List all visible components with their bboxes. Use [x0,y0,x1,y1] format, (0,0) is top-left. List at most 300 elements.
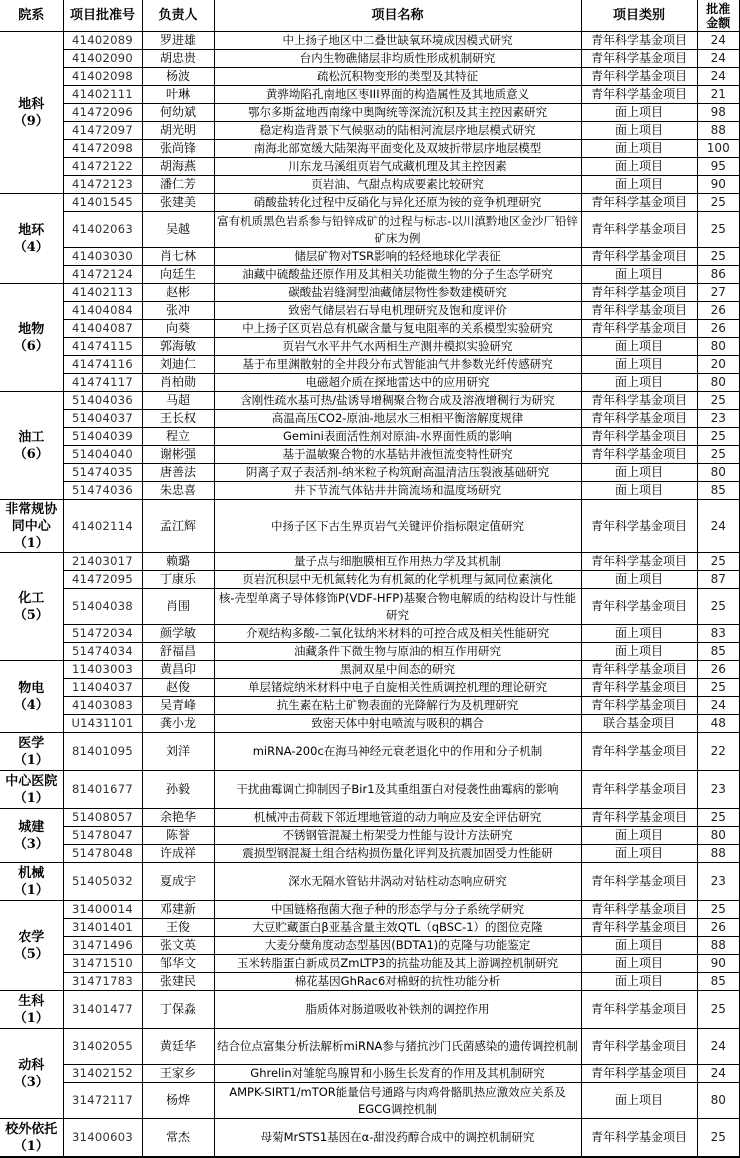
project-name: 页岩沉积层中无机氮转化为有机氮的化学机理与氮同位素演化 [214,571,581,589]
project-amount: 20 [697,356,740,374]
project-leader: 龚小龙 [142,715,214,733]
project-leader: 颜学敏 [142,625,214,643]
project-leader: 夏成宇 [142,863,214,901]
department-count: （4） [13,697,49,713]
project-category: 青年科学基金项目 [581,194,697,212]
project-leader: 唐善法 [142,464,214,482]
table-row [0,158,740,176]
project-amount: 90 [697,176,740,194]
project-code: 41403083 [63,697,142,715]
project-amount: 25 [697,991,740,1029]
project-amount: 26 [697,919,740,937]
table-row [0,771,740,809]
project-amount: 95 [697,158,740,176]
project-category: 青年科学基金项目 [581,302,697,320]
project-code: 41402098 [63,68,142,86]
project-leader: 黄廷华 [142,1029,214,1065]
project-leader: 张建美 [142,194,214,212]
project-code: 41402111 [63,86,142,104]
header-name: 项目名称 [214,0,581,32]
project-name: 中上扬子地区中二叠世缺氧环境成因模式研究 [214,32,581,50]
project-name: 黄骅坳陷孔南地区枣III界面的构造属性及其地质意义 [214,86,581,104]
table-row [0,320,740,338]
table-row [0,937,740,955]
project-name: 川东龙马溪组页岩气成藏机理及其主控因素 [214,158,581,176]
project-category: 青年科学基金项目 [581,991,697,1029]
project-name: 结合位点富集分析法解析miRNA参与猪抗沙门氏菌感染的遗传调控机制 [214,1029,581,1065]
project-leader: 王俊 [142,919,214,937]
project-name: 中国链格孢菌大孢子种的形态学与分子系统学研究 [214,901,581,919]
project-leader: 邓建新 [142,901,214,919]
project-category: 青年科学基金项目 [581,446,697,464]
project-category: 面上项目 [581,571,697,589]
department-count: （6） [13,446,49,462]
project-leader: 邹华文 [142,955,214,973]
department-count: （3） [13,1074,49,1090]
project-amount: 24 [697,50,740,68]
project-name: 基于温敏聚合物的水基钻井液恒流变特性研究 [214,446,581,464]
project-category: 青年科学基金项目 [581,248,697,266]
project-leader: 张冲 [142,302,214,320]
department-count: （3） [13,836,49,852]
project-category: 青年科学基金项目 [581,1119,697,1158]
project-category: 面上项目 [581,176,697,194]
project-amount: 25 [697,901,740,919]
project-code: 41474116 [63,356,142,374]
project-amount: 83 [697,625,740,643]
department-count: （1） [13,535,49,551]
project-category: 青年科学基金项目 [581,50,697,68]
table-row [0,1119,740,1158]
project-leader: 孟江辉 [142,500,214,553]
project-category: 面上项目 [581,104,697,122]
project-leader: 许成祥 [142,845,214,863]
department-name: 生科 [18,993,45,1009]
project-amount: 87 [697,571,740,589]
project-name: 大豆贮藏蛋白β亚基含量主效QTL（qBSC-1）的图位克隆 [214,919,581,937]
department-cell [0,194,63,284]
project-amount: 23 [697,863,740,901]
project-leader: 张文英 [142,937,214,955]
project-category: 青年科学基金项目 [581,68,697,86]
header-category: 项目类别 [581,0,697,32]
project-leader: 丁保淼 [142,991,214,1029]
project-code: 21403017 [63,553,142,571]
project-code: 41404087 [63,320,142,338]
project-name: 台内生物礁储层非均质性形成机制研究 [214,50,581,68]
table-row [0,809,740,827]
project-leader: 何幼斌 [142,104,214,122]
project-name: 阴离子双子表活剂-纳米粒子构筑耐高温清洁压裂液基础研究 [214,464,581,482]
table-row [0,1029,740,1065]
project-leader: 刘洋 [142,733,214,771]
project-amount: 80 [697,374,740,392]
project-leader: 潘仁芳 [142,176,214,194]
table-row [0,374,740,392]
department-cell [0,661,63,733]
project-leader: 肖柏勋 [142,374,214,392]
project-category: 青年科学基金项目 [581,410,697,428]
table-row [0,302,740,320]
project-code: 41404084 [63,302,142,320]
project-code: 41402090 [63,50,142,68]
project-code: 41472123 [63,176,142,194]
project-name: 油藏中硫酸盐还原作用及其相关功能微生物的分子生态学研究 [214,266,581,284]
project-name: 震损型钢混凝土组合结构损伤量化评判及抗震加固受力性能研 [214,845,581,863]
department-count: （1） [13,1010,49,1026]
project-category: 青年科学基金项目 [581,32,697,50]
project-code: 41403030 [63,248,142,266]
department-name: 中心医院 [5,773,58,789]
project-leader: 张尚锋 [142,140,214,158]
project-amount: 25 [697,553,740,571]
department-count: （6） [13,338,49,354]
project-name: 富有机质黑色岩系参与铅锌成矿的过程与标志-以川滇黔地区金沙厂铅锌矿床为例 [214,212,581,248]
department-name: 地物 [18,321,45,337]
project-code: 31400014 [63,901,142,919]
table-row [0,410,740,428]
project-amount: 26 [697,320,740,338]
header-amount-line2: 金额 [706,15,731,30]
project-name: Ghrelin对雏鸵鸟腺胃和小肠生长发育的作用及其机制研究 [214,1065,581,1083]
project-amount: 24 [697,1065,740,1083]
project-name: 鄂尔多斯盆地西南缘中奥陶统等深流沉积及其主控因素研究 [214,104,581,122]
project-name: 页岩气水平井气水两相生产测井模拟实验研究 [214,338,581,356]
project-leader: 肖围 [142,589,214,625]
project-category: 面上项目 [581,643,697,661]
project-code: 51404038 [63,589,142,625]
project-name: 井下节流气体钻井井筒流场和温度场研究 [214,482,581,500]
project-leader: 程立 [142,428,214,446]
project-amount: 22 [697,733,740,771]
project-leader: 余艳华 [142,809,214,827]
project-category: 青年科学基金项目 [581,553,697,571]
project-code: 31471510 [63,955,142,973]
project-amount: 85 [697,973,740,991]
project-category: 青年科学基金项目 [581,901,697,919]
department-cell [0,863,63,901]
project-code: 41402063 [63,212,142,248]
project-amount: 24 [697,500,740,553]
project-amount: 25 [697,194,740,212]
project-amount: 24 [697,697,740,715]
project-leader: 胡忠贵 [142,50,214,68]
project-category: 面上项目 [581,356,697,374]
department-cell [0,32,63,194]
project-leader: 马超 [142,392,214,410]
project-category: 青年科学基金项目 [581,809,697,827]
project-name: 抗生素在粘土矿物表面的光降解行为及机理研究 [214,697,581,715]
project-code: 51474034 [63,643,142,661]
project-name: 页岩油、气甜点构成要素比较研究 [214,176,581,194]
project-code: 31400603 [63,1119,142,1158]
project-code: 51404039 [63,428,142,446]
table-row [0,428,740,446]
project-code: 41472096 [63,104,142,122]
project-name: 玉米转脂蛋白新成员ZmLTP3的抗盐功能及其上游调控机制研究 [214,955,581,973]
project-leader: 谢彬强 [142,446,214,464]
project-category: 面上项目 [581,845,697,863]
project-name: 深水无隔水管钻井涡动对钻柱动态响应研究 [214,863,581,901]
table-row [0,845,740,863]
table-row [0,1065,740,1083]
project-leader: 刘迪仁 [142,356,214,374]
project-code: 51404036 [63,392,142,410]
department-cell [0,553,63,661]
project-code: 41472095 [63,571,142,589]
project-name: 致密天体中射电喷流与吸积的耦合 [214,715,581,733]
project-category: 青年科学基金项目 [581,212,697,248]
project-amount: 80 [697,827,740,845]
project-category: 青年科学基金项目 [581,320,697,338]
project-category: 青年科学基金项目 [581,392,697,410]
table-row [0,697,740,715]
department-count: （1） [13,790,49,806]
project-category: 面上项目 [581,374,697,392]
department-cell [0,733,63,771]
project-leader: 常杰 [142,1119,214,1158]
project-category: 面上项目 [581,973,697,991]
project-code: 41472097 [63,122,142,140]
table-row [0,392,740,410]
project-category: 青年科学基金项目 [581,697,697,715]
project-amount: 23 [697,771,740,809]
table-row [0,284,740,302]
header-dept: 院系 [0,0,63,32]
project-name: 脂质体对肠道吸收补铁剂的调控作用 [214,991,581,1029]
project-amount: 88 [697,845,740,863]
project-amount: 25 [697,679,740,697]
table-row [0,140,740,158]
project-leader: 王长权 [142,410,214,428]
project-amount: 25 [697,248,740,266]
department-name-line: 非常规协 [5,501,58,517]
table-row [0,446,740,464]
project-amount: 25 [697,1119,740,1158]
department-count: （4） [13,239,49,255]
project-code: 41472098 [63,140,142,158]
project-code: 31401401 [63,919,142,937]
project-leader: 罗进雄 [142,32,214,50]
project-leader: 黄昌印 [142,661,214,679]
project-category: 青年科学基金项目 [581,86,697,104]
project-category: 青年科学基金项目 [581,863,697,901]
project-amount: 100 [697,140,740,158]
department-name: 动科 [18,1057,45,1073]
table-row [0,32,740,50]
project-leader: 赵彬 [142,284,214,302]
table-row [0,589,740,625]
department-count: （5） [13,946,49,962]
project-code: 51408057 [63,809,142,827]
project-code: 11404037 [63,679,142,697]
department-cell [0,392,63,500]
table-row [0,973,740,991]
project-leader: 杨波 [142,68,214,86]
project-name: 电磁超介质在探地雷达中的应用研究 [214,374,581,392]
project-name: 大麦分蘖角度动态型基因(BDTA1)的克隆与功能鉴定 [214,937,581,955]
project-category: 面上项目 [581,827,697,845]
project-leader: 张建民 [142,973,214,991]
project-leader: 吴越 [142,212,214,248]
project-code: 41474115 [63,338,142,356]
department-cell [0,500,63,553]
table-row [0,266,740,284]
table-row [0,919,740,937]
project-code: 41472122 [63,158,142,176]
project-category: 青年科学基金项目 [581,428,697,446]
project-leader: 胡光明 [142,122,214,140]
department-name: 城建 [18,819,45,835]
project-category: 青年科学基金项目 [581,500,697,553]
project-code: 31401477 [63,991,142,1029]
table-row [0,955,740,973]
project-leader: 朱忠喜 [142,482,214,500]
table-row [0,863,740,901]
project-category: 青年科学基金项目 [581,771,697,809]
project-name: 母菊MrSTS1基因在α-甜没药醇合成中的调控机制研究 [214,1119,581,1158]
project-amount: 80 [697,1083,740,1119]
project-code: 41402114 [63,500,142,553]
project-name: miRNA-200c在海马神经元衰老退化中的作用和分子机制 [214,733,581,771]
department-name: 机械 [18,865,45,881]
department-name: 农学 [18,929,45,945]
project-amount: 25 [697,446,740,464]
table-row [0,643,740,661]
table-row [0,661,740,679]
project-amount: 48 [697,715,740,733]
department-name: 油工 [18,429,45,445]
project-name: 机械冲击荷载下邻近埋地管道的动力响应及安全评估研究 [214,809,581,827]
project-code: 51478048 [63,845,142,863]
project-leader: 胡海燕 [142,158,214,176]
project-leader: 舒福昌 [142,643,214,661]
project-category: 面上项目 [581,482,697,500]
project-amount: 85 [697,482,740,500]
project-code: 31471783 [63,973,142,991]
department-count: （1） [13,882,49,898]
project-code: 51472034 [63,625,142,643]
project-amount: 26 [697,661,740,679]
project-amount: 86 [697,266,740,284]
project-leader: 向廷生 [142,266,214,284]
project-category: 面上项目 [581,122,697,140]
project-category: 面上项目 [581,158,697,176]
project-code: 51404040 [63,446,142,464]
table-row [0,194,740,212]
project-name: AMPK-SIRT1/mTOR能量信号通路与肉鸡骨骼肌热应激效应关系及EGCG调控机制 [214,1083,581,1119]
project-leader: 郭海敏 [142,338,214,356]
table-row [0,500,740,553]
project-name: 不锈钢管混凝土桁架受力性能与设计方法研究 [214,827,581,845]
project-code: 31402055 [63,1029,142,1065]
project-leader: 吴青峰 [142,697,214,715]
department-count: （1） [13,1138,49,1154]
department-count: （9） [13,113,49,129]
project-name: 棉花基因GhRac6对棉蚜的抗性功能分析 [214,973,581,991]
project-name: 干扰曲霉调亡抑制因子Bir1及其重组蛋白对侵袭性曲霉病的影响 [214,771,581,809]
project-amount: 25 [697,392,740,410]
header-amount [697,0,740,32]
project-amount: 24 [697,32,740,50]
project-name: 油藏条件下微生物与原油的相互作用研究 [214,643,581,661]
department-name: 医学 [18,735,45,751]
project-category: 面上项目 [581,338,697,356]
table-row [0,338,740,356]
header-leader: 负责人 [142,0,214,32]
project-amount: 25 [697,809,740,827]
project-amount: 25 [697,428,740,446]
project-category: 青年科学基金项目 [581,679,697,697]
department-cell [0,991,63,1029]
project-code: 51405032 [63,863,142,901]
project-category: 面上项目 [581,464,697,482]
table-row [0,212,740,248]
project-leader: 叶琳 [142,86,214,104]
project-name: 单层锗烷纳米材料中电子自旋相关性质调控机理的理论研究 [214,679,581,697]
project-name: Gemini表面活性剂对原油-水界面性质的影响 [214,428,581,446]
project-name: 中上扬子区页岩总有机碳含量与复电阻率的关系模型实验研究 [214,320,581,338]
project-amount: 88 [697,122,740,140]
project-amount: 24 [697,68,740,86]
project-amount: 24 [697,1029,740,1065]
project-code: 51474035 [63,464,142,482]
project-category: 青年科学基金项目 [581,589,697,625]
project-category: 面上项目 [581,625,697,643]
project-category: 青年科学基金项目 [581,284,697,302]
table-row [0,86,740,104]
project-category: 面上项目 [581,1083,697,1119]
project-code: U1431101 [63,715,142,733]
project-name: 疏松沉积物变形的类型及其特征 [214,68,581,86]
department-name: 地环 [18,222,45,238]
project-category: 青年科学基金项目 [581,733,697,771]
department-cell [0,901,63,991]
project-code: 11403003 [63,661,142,679]
project-category: 面上项目 [581,266,697,284]
project-category: 青年科学基金项目 [581,661,697,679]
project-leader: 赖璐 [142,553,214,571]
project-code: 31402152 [63,1065,142,1083]
project-amount: 21 [697,86,740,104]
department-cell [0,809,63,863]
project-amount: 25 [697,212,740,248]
project-code: 41472124 [63,266,142,284]
project-amount: 85 [697,643,740,661]
department-name: 物电 [18,680,45,696]
project-code: 41401545 [63,194,142,212]
project-name: 量子点与细胞膜相互作用热力学及其机制 [214,553,581,571]
table-row [0,68,740,86]
project-leader: 王家乡 [142,1065,214,1083]
project-amount: 80 [697,338,740,356]
project-name: 高温高压CO2-原油-地层水三相相平衡溶解度规律 [214,410,581,428]
project-amount: 25 [697,589,740,625]
table-row [0,571,740,589]
project-code: 31471496 [63,937,142,955]
project-name: 核-壳型单离子导体修饰P(VDF-HFP)基聚合物电解质的结构设计与性能研究 [214,589,581,625]
project-leader: 丁康乐 [142,571,214,589]
table-row [0,625,740,643]
project-category: 面上项目 [581,955,697,973]
project-name: 稳定构造背景下气候驱动的陆相河流层序地层模式研究 [214,122,581,140]
table-row [0,1083,740,1119]
project-code: 81401095 [63,733,142,771]
project-code: 51478047 [63,827,142,845]
table-row [0,679,740,697]
table-body [0,32,740,1158]
department-name: 地科 [18,96,45,112]
